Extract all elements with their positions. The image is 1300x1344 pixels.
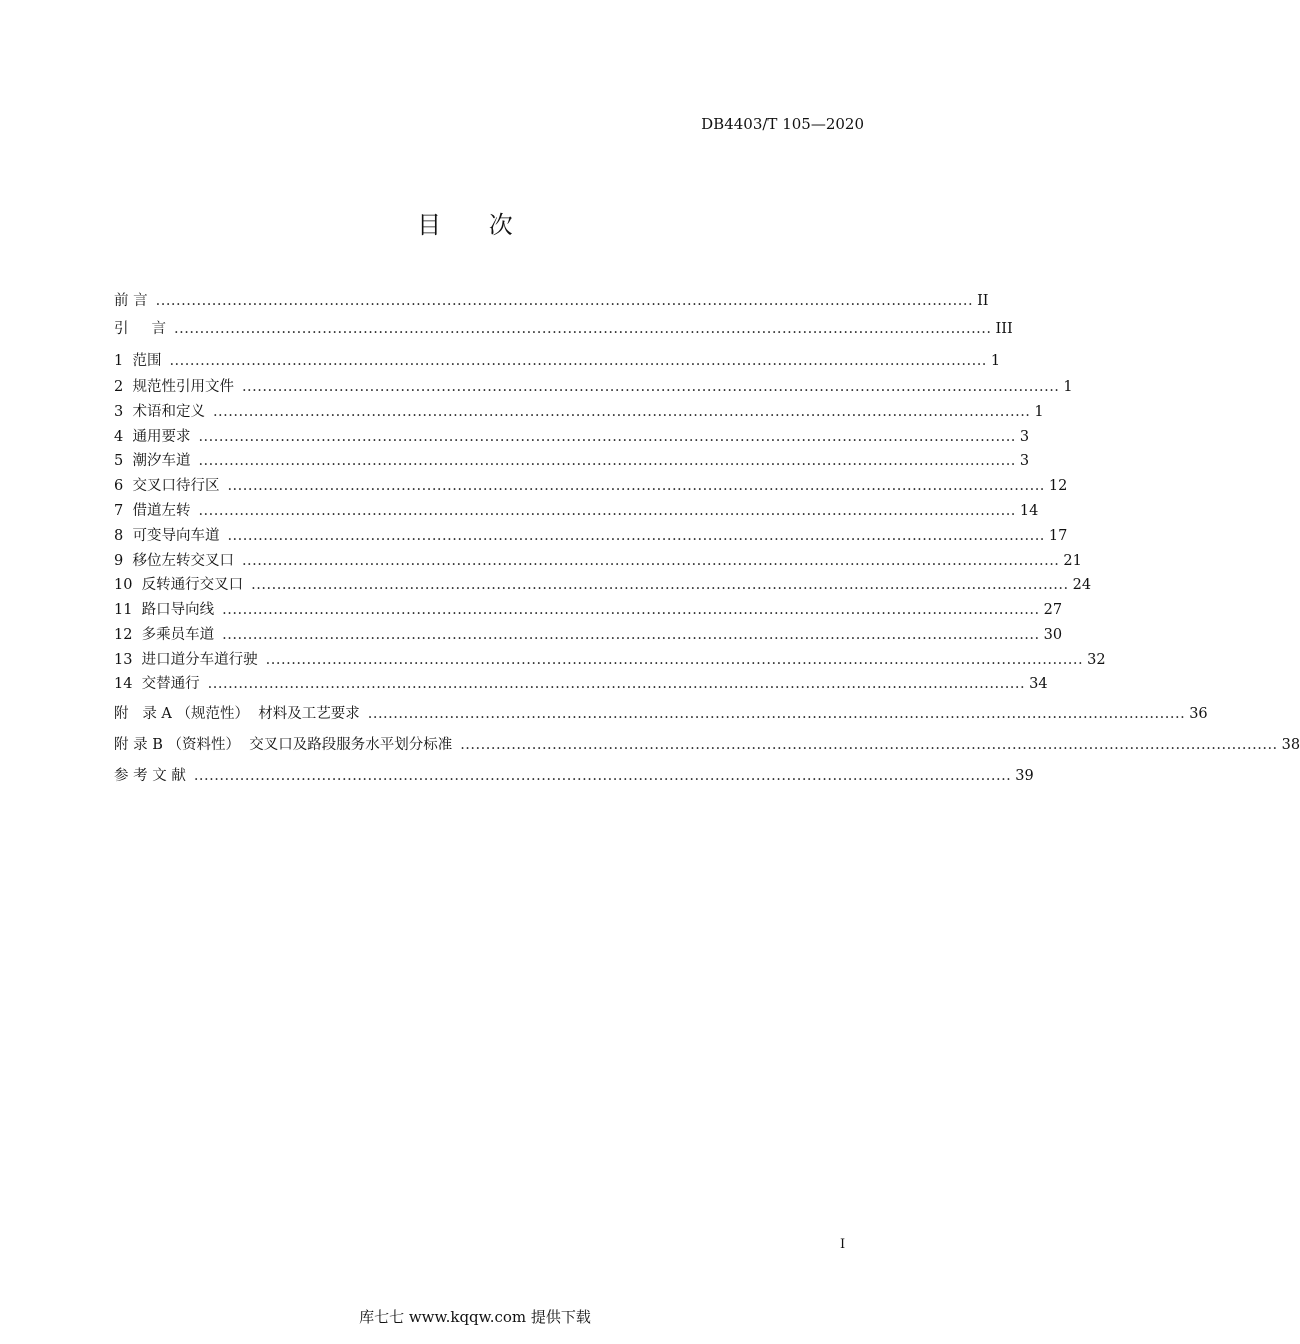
toc-leader-dots: ................................................................................................................................................................ [198,429,1016,445]
toc-leader-dots: ................................................................................................................................................................ [212,404,1031,420]
toc-entry-label: 附 录 B （资料性） 交叉口及路段服务水平划分标准 [114,737,453,753]
toc-leader-dots: ................................................................................................................................................................ [169,353,987,369]
toc-entry-page: 36 [1189,706,1208,722]
toc-entry[interactable] [114,733,1300,754]
toc-entry-label: 10 反转通行交叉口 [114,577,244,593]
toc-entry[interactable] [114,375,1073,396]
toc-entry-label: 参 考 文 献 [114,768,186,784]
toc-leader-dots: ................................................................................................................................................................ [460,737,1278,753]
toc-leader-dots: ................................................................................................................................................................ [155,293,974,309]
toc-entry-label: 1 范围 [114,353,162,369]
toc-entry[interactable] [114,623,1063,644]
toc-entry-page: 1 [1034,404,1044,420]
toc-entry-page: II [977,293,989,309]
toc-entry[interactable] [114,549,1082,570]
toc-entry[interactable] [114,400,1044,421]
toc-entry-label: 前 言 [114,293,148,309]
toc-leader-dots: ................................................................................................................................................................ [193,768,1012,784]
toc-leader-dots: ................................................................................................................................................................ [227,478,1045,494]
toc-entry-page: III [995,321,1013,337]
toc-entry[interactable] [114,524,1068,545]
document-code: DB4403/T 105—2020 [701,115,864,133]
toc-entry-label: 6 交叉口待行区 [114,478,220,494]
toc-entry-page: 27 [1043,602,1063,618]
toc-entry-page: 1 [1063,379,1073,395]
toc-entry-page: 1 [990,353,1001,369]
toc-entry-page: 30 [1043,627,1063,643]
toc-entry-page: 17 [1048,528,1068,544]
toc-entry[interactable] [114,317,1013,338]
toc-leader-dots: ................................................................................................................................................................ [174,321,992,337]
toc-entry-page: 24 [1072,577,1092,593]
toc-leader-dots: ................................................................................................................................................................ [367,706,1186,722]
page-title: 目 次 [417,211,533,239]
toc-entry-page: 3 [1019,453,1030,469]
toc-entry[interactable] [114,425,1030,446]
toc-entry-page: 3 [1019,429,1030,445]
toc-entry-label: 7 借道左转 [114,503,191,519]
toc-entry-label: 13 进口道分车道行驶 [114,652,258,668]
toc-entry-page: 32 [1087,652,1106,668]
toc-leader-dots: ................................................................................................................................................................ [222,627,1040,643]
toc-leader-dots: ................................................................................................................................................................ [198,503,1016,519]
toc-entry-label: 9 移位左转交叉口 [114,553,234,569]
toc-entry[interactable] [114,764,1034,785]
toc-leader-dots: ................................................................................................................................................................ [241,553,1060,569]
toc-entry-label: 8 可变导向车道 [114,528,220,544]
toc-entry-page: 39 [1015,768,1034,784]
toc-leader-dots: ................................................................................................................................................................ [222,602,1040,618]
toc-entry-page: 38 [1281,737,1300,753]
toc-entry-label: 14 交替通行 [114,676,200,692]
footer-text: 库七七 www.kqqw.com 提供下载 [359,1308,591,1326]
toc-entry-label: 11 路口导向线 [114,602,215,618]
toc-entry-label: 4 通用要求 [114,429,191,445]
toc-entry[interactable] [114,648,1106,669]
toc-entry-page: 34 [1029,676,1048,692]
toc-leader-dots: ................................................................................................................................................................ [241,379,1060,395]
toc-leader-dots: ................................................................................................................................................................ [227,528,1045,544]
toc-entry[interactable] [114,702,1208,723]
toc-entry-page: 12 [1048,478,1068,494]
toc-entry[interactable] [114,499,1039,520]
toc-entry[interactable] [114,573,1092,594]
toc-entry-page: 21 [1063,553,1082,569]
toc-entry-page: 14 [1019,503,1039,519]
toc-entry-label: 12 多乘员车道 [114,627,215,643]
toc-entry-label: 引 言 [114,321,167,337]
toc-entry[interactable] [114,474,1068,495]
toc-entry-label: 2 规范性引用文件 [114,379,234,395]
toc-entry[interactable] [114,598,1063,619]
toc-leader-dots: ................................................................................................................................................................ [198,453,1016,469]
toc-entry[interactable] [114,449,1030,470]
toc-entry[interactable] [114,349,1001,370]
toc-leader-dots: ................................................................................................................................................................ [251,577,1069,593]
toc-entry-label: 5 潮汐车道 [114,453,191,469]
toc-leader-dots: ................................................................................................................................................................ [207,676,1026,692]
toc-entry[interactable] [114,289,989,310]
toc-entry-label: 附 录 A （规范性） 材料及工艺要求 [114,706,360,722]
toc-leader-dots: ................................................................................................................................................................ [265,652,1084,668]
page-number: I [840,1237,846,1252]
toc-entry-label: 3 术语和定义 [114,404,205,420]
toc-entry[interactable] [114,672,1048,693]
